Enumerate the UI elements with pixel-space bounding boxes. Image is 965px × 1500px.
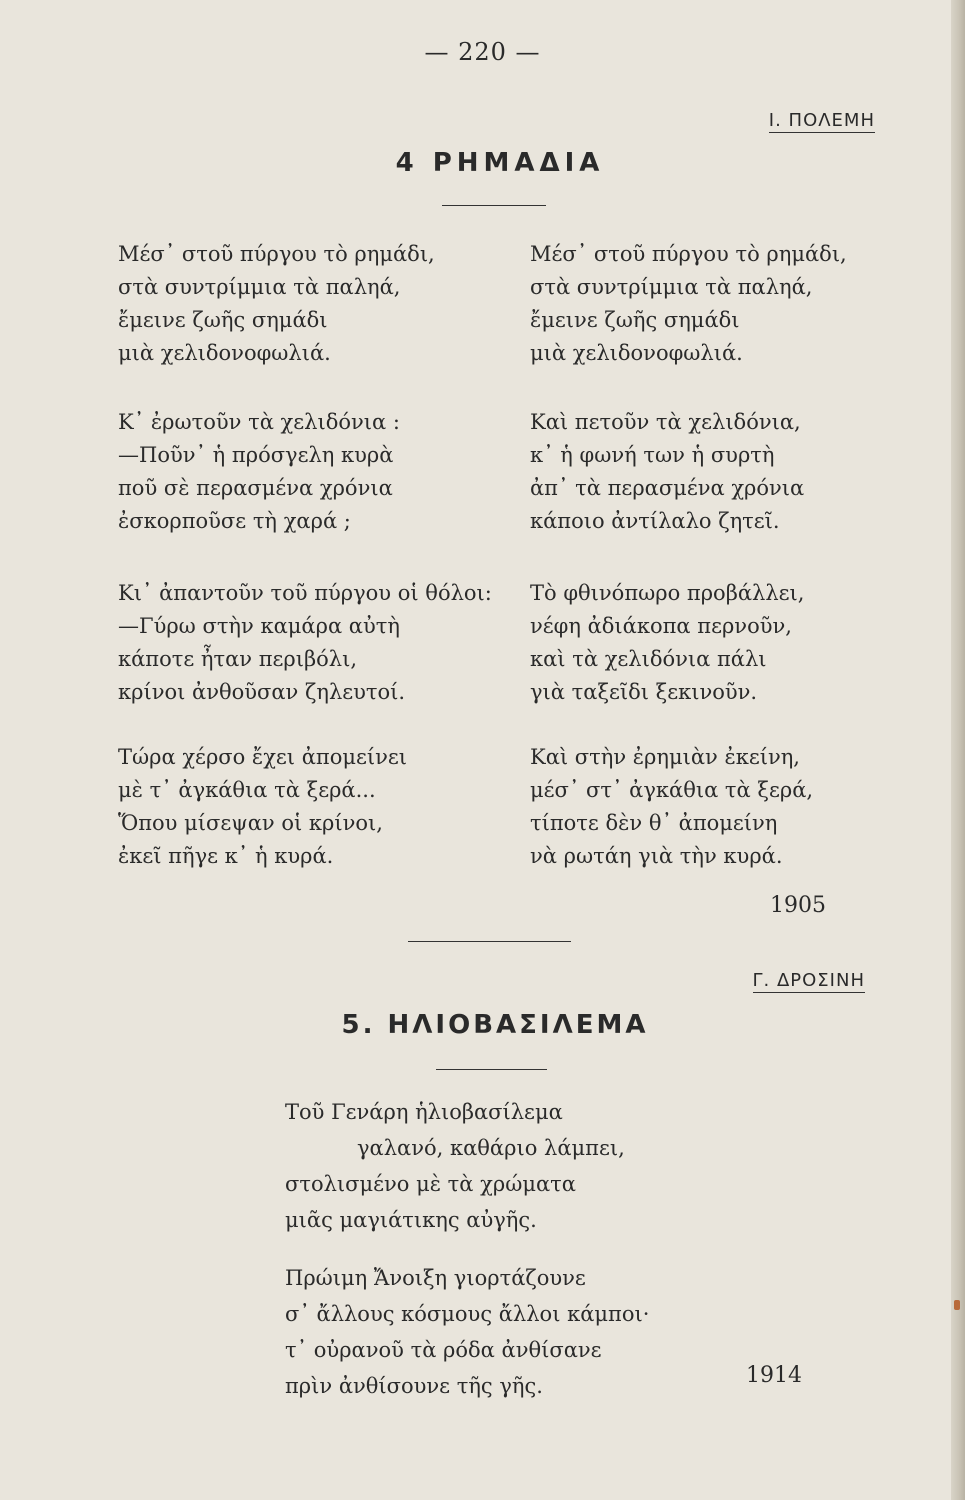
edge-mark [954,1300,960,1310]
verse-line: ἐκεῖ πῆγε κ᾽ ἡ κυρά. [118,844,334,868]
verse-line: Ὅπου μίσεψαν οἱ κρίνοι, [118,811,383,835]
poem2-stanza-1 [285,1094,625,1238]
verse-line: Κι᾽ ἀπαντοῦν τοῦ πύργου οἱ θόλοι: [118,581,492,605]
verse-line: κρίνοι ἀνθοῦσαν ζηλευτοί. [118,680,406,704]
verse-line: ἔμεινε ζωῆς σημάδι [530,308,740,332]
page-number: — 220 — [424,38,541,66]
title-rule [436,1069,547,1070]
verse-line: Μέσ᾽ στοῦ πύργου τὸ ρημάδι, [530,242,847,266]
verse-line: —Γύρω στὴν καμάρα αὐτὴ [118,614,400,638]
verse-line: ἔμεινε ζωῆς σημάδι [118,308,328,332]
poem2-stanza-2 [285,1260,649,1404]
verse-line: γαλανό, καθάριο λάμπει, [357,1136,625,1160]
page-edge [951,0,965,1500]
verse-line: Τοῦ Γενάρη ἡλιοβασίλεμα [285,1100,563,1124]
verse-line: κάποτε ἦταν περιβόλι, [118,647,358,671]
poem2-year: 1914 [746,1363,802,1388]
poem1-left-stanza-3 [118,577,492,709]
poem2-title: 5. ΗΛΙΟΒΑΣΙΛΕΜΑ [341,1010,649,1040]
poem1-author: Ι. ΠΟΛΕΜΗ [768,110,875,131]
verse-line: Τὸ φθινόπωρο προβάλλει, [530,581,805,605]
verse-line: Μέσ᾽ στοῦ πύργου τὸ ρημάδι, [118,242,435,266]
verse-line: Καὶ στὴν ἐρημιὰν ἐκείνη, [530,745,800,769]
poem1-right-stanza-4 [530,741,813,873]
poem1-right-stanza-3 [530,577,804,709]
title-rule [442,205,546,206]
verse-line: καὶ τὰ χελιδόνια πάλι [530,647,767,671]
section-divider [408,941,571,942]
verse-line: Πρώιμη Ἄνοιξη γιορτάζουνε [285,1266,586,1290]
verse-line: Τώρα χέρσο ἔχει ἀπομείνει [118,745,407,769]
verse-line: Καὶ πετοῦν τὰ χελιδόνια, [530,410,801,434]
poem1-title: 4 ΡΗΜΑΔΙΑ [395,148,605,178]
verse-line: Κ᾽ ἐρωτοῦν τὰ χελιδόνια : [118,410,400,434]
verse-line: κάποιο ἀντίλαλο ζητεῖ. [530,509,780,533]
verse-line: πρὶν ἀνθίσουνε τῆς γῆς. [285,1374,543,1398]
poem1-right-stanza-2 [530,406,804,538]
verse-line: ἐσκορποῦσε τὴ χαρά ; [118,509,351,533]
verse-line: μὲ τ᾽ ἀγκάθια τὰ ξερά... [118,778,376,802]
verse-line: ποῦ σὲ περασμένα χρόνια [118,476,393,500]
verse-line: σ᾽ ἄλλους κόσμους ἄλλοι κάμποι· [285,1302,650,1326]
verse-line: μιᾶς μαγιάτικης αὐγῆς. [285,1208,537,1232]
verse-line: στὰ συντρίμμια τὰ παληά, [530,275,813,299]
verse-line: γιὰ ταξεῖδι ξεκινοῦν. [530,680,758,704]
verse-line: στολισμένο μὲ τὰ χρώματα [285,1172,576,1196]
verse-line: στὰ συντρίμμια τὰ παληά, [118,275,401,299]
verse-line: νέφη ἀδιάκοπα περνοῦν, [530,614,792,638]
verse-line: μιὰ χελιδονοφωλιά. [530,341,743,365]
verse-line: μέσ᾽ στ᾽ ἀγκάθια τὰ ξερά, [530,778,814,802]
verse-line: νὰ ρωτάη γιὰ τὴν κυρά. [530,844,783,868]
poem1-year: 1905 [770,893,826,918]
poem2-author: Γ. ΔΡΟΣΙΝΗ [752,970,865,991]
verse-line: τ᾽ οὐρανοῦ τὰ ρόδα ἀνθίσανε [285,1338,602,1362]
verse-line: κ᾽ ἡ φωνή των ἡ συρτὴ [530,443,775,467]
poem1-left-stanza-2 [118,406,400,538]
verse-line: μιὰ χελιδονοφωλιά. [118,341,331,365]
poem1-right-stanza-1 [530,238,847,370]
verse-line: τίποτε δὲν θ᾽ ἀπομείνη [530,811,778,835]
poem1-left-stanza-4 [118,741,407,873]
verse-line: ἀπ᾽ τὰ περασμένα χρόνια [530,476,805,500]
poem1-left-stanza-1 [118,238,435,370]
verse-line: —Ποῦν᾽ ἡ πρόσγελη κυρὰ [118,443,394,467]
